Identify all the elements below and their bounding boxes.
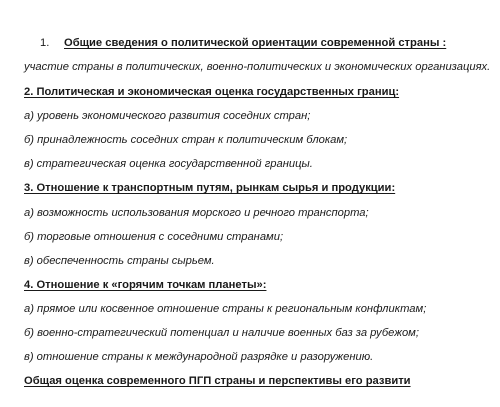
section-2-item-b: б) принадлежность соседних стран к политическим блокам; xyxy=(24,134,348,146)
section-3-item-b: б) торговые отношения с соседними странами; xyxy=(24,231,284,243)
section-4-item-b: б) военно-стратегический потенциал и наличие военных баз за рубежом; xyxy=(24,327,419,339)
conclusion-heading: Общая оценка современного ПГП страны и перспективы его развити xyxy=(24,375,411,387)
section-2-item-c: в) стратегическая оценка государственной границы. xyxy=(24,158,313,170)
section-1-heading-line xyxy=(40,36,446,50)
section-2-item-a: а) уровень экономического развития соседних стран; xyxy=(24,110,311,122)
section-1-heading: Общие сведения о политической ориентации современной страны : xyxy=(64,37,447,49)
section-3-item-a: а) возможность использования морского и речного транспорта; xyxy=(24,207,369,219)
section-1-item-1: участие страны в политических, военно-политических и экономических организациях. xyxy=(24,61,491,73)
section-2-heading: 2. Политическая и экономическая оценка государственных границ: xyxy=(24,86,400,98)
section-1-number: 1. xyxy=(40,37,50,49)
section-4-item-c: в) отношение страны к международной разрядке и разоружению. xyxy=(24,351,374,363)
section-3-item-c: в) обеспеченность страны сырьем. xyxy=(24,255,215,267)
section-4-item-a: а) прямое или косвенное отношение страны к региональным конфликтам; xyxy=(24,303,427,315)
section-4-heading: 4. Отношение к «горячим точкам планеты»: xyxy=(24,279,267,291)
section-3-heading: 3. Отношение к транспортным путям, рынкам сырья и продукции: xyxy=(24,182,396,194)
